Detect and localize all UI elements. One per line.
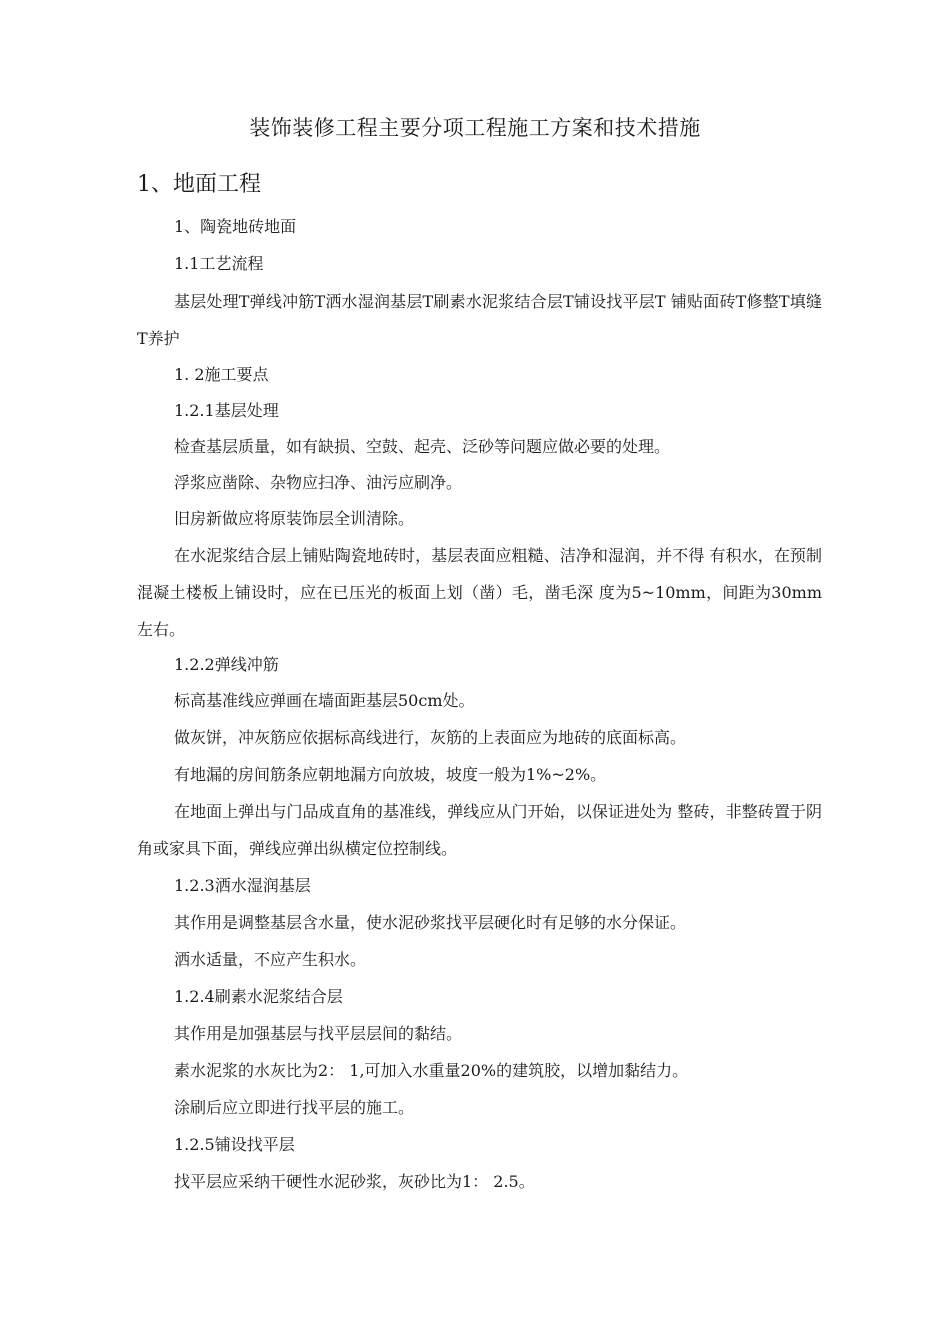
body-paragraph: 旧房新做应将原装饰层全训清除。 — [174, 509, 415, 528]
body-paragraph: 其作用是加强基层与找平层层间的黏结。 — [174, 1024, 463, 1043]
clause-heading: 1.2.4刷素水泥浆结合层 — [174, 987, 343, 1006]
document-title: 装饰装修工程主要分项工程施工方案和技术措施 — [249, 116, 701, 140]
section-heading: 1、地面工程 — [137, 172, 261, 197]
clause-heading: 1.2.3洒水湿润基层 — [174, 876, 311, 895]
body-paragraph: 素水泥浆的水灰比为2： 1,可加入水重量20%的建筑胶，以增加黏结力。 — [174, 1061, 689, 1080]
body-paragraph: 有地漏的房间筋条应朝地漏方向放坡，坡度一般为1%~2%。 — [174, 765, 607, 784]
body-paragraph: 洒水适量，不应产生积水。 — [174, 950, 367, 969]
clause-heading: 1.1工艺流程 — [174, 254, 264, 273]
subsection-heading: 1、陶瓷地砖地面 — [174, 217, 297, 236]
body-paragraph: 做灰饼，冲灰筋应依据标高线进行，灰筋的上表面应为地砖的底面标高。 — [174, 728, 687, 747]
body-paragraph: 标高基准线应弹画在墙面距基层50cm处。 — [174, 691, 475, 710]
body-paragraph: 基层处理T弹线冲筋T洒水湿润基层T刷素水泥浆结合层T铺设找平层T 铺贴面砖T修整T填缝T养护 — [137, 292, 822, 348]
clause-heading: 1.2.2弹线冲筋 — [174, 655, 279, 674]
clause-heading: 1. 2施工要点 — [174, 365, 269, 384]
body-paragraph: 在水泥浆结合层上铺贴陶瓷地砖时，基层表面应粗糙、洁净和湿润，并不得 有积水，在预制混凝土楼板上铺设时，应在已压光的板面上划（凿）毛，凿毛深 度为5~10mm，间距为30mm左右。 — [137, 546, 822, 639]
clause-heading: 1.2.5铺设找平层 — [174, 1135, 295, 1154]
clause-heading: 1.2.1基层处理 — [174, 401, 279, 420]
body-paragraph: 在地面上弹出与门品成直角的基准线，弹线应从门开始，以保证进处为 整砖，非整砖置于阴角或家具下面，弹线应弹出纵横定位控制线。 — [137, 802, 822, 858]
body-paragraph: 涂刷后应立即进行找平层的施工。 — [174, 1098, 415, 1117]
body-paragraph: 浮浆应凿除、杂物应扫净、油污应刷净。 — [174, 473, 463, 492]
body-paragraph: 找平层应采纳干硬性水泥砂浆，灰砂比为1： 2.5。 — [174, 1172, 535, 1191]
body-paragraph: 检查基层质量，如有缺损、空鼓、起壳、泛砂等问题应做必要的处理。 — [174, 437, 671, 456]
body-paragraph: 其作用是调整基层含水量，使水泥砂浆找平层硬化时有足够的水分保证。 — [174, 913, 687, 932]
